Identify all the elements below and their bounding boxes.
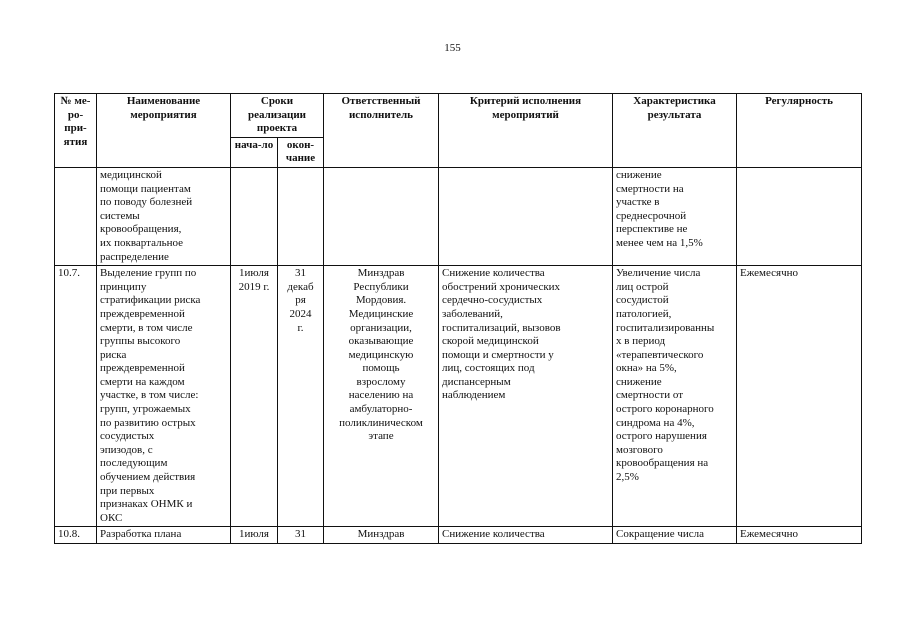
row-result bbox=[613, 266, 737, 527]
cell-line: по поводу болезней bbox=[100, 196, 193, 209]
cell-line: сосудистой bbox=[616, 294, 669, 307]
cell-line: преждевременной bbox=[100, 362, 185, 375]
cell-line: оказывающие bbox=[348, 335, 414, 348]
cell-line: кровообращения, bbox=[100, 223, 182, 236]
cell-line: сердечно-сосудистых bbox=[442, 294, 543, 307]
header-end: окон-чание bbox=[278, 137, 324, 167]
row-name bbox=[97, 527, 231, 544]
row-result bbox=[613, 167, 737, 265]
header-row bbox=[55, 94, 862, 138]
cell-line: группы высокого bbox=[100, 335, 181, 348]
cell-line: смерти на каждом bbox=[100, 375, 185, 388]
row-criterion bbox=[439, 266, 613, 527]
row-result bbox=[613, 527, 737, 544]
cell-line: эпизодов, с bbox=[100, 443, 153, 456]
cell-line: преждевременной bbox=[100, 307, 185, 320]
header-terms: Сроки реализации проекта bbox=[231, 94, 324, 138]
header-start: нача-ло bbox=[231, 137, 278, 167]
cell-line: риска bbox=[100, 348, 127, 361]
row-end bbox=[278, 266, 324, 527]
cell-line: менее чем на 1,5% bbox=[616, 236, 703, 249]
cell-line: поликлиническом bbox=[339, 416, 423, 429]
row-regularity: Ежемесячно bbox=[737, 266, 862, 527]
cell-line: ОКС bbox=[100, 511, 123, 524]
row-number: 10.8. bbox=[55, 527, 97, 544]
header-criterion: Критерий исполнения мероприятий bbox=[439, 94, 613, 168]
cell-line: Мордовия. bbox=[355, 294, 407, 307]
cell-line: взрослому bbox=[356, 375, 406, 388]
cell-line: при первых bbox=[100, 484, 155, 497]
cell-line: смертности от bbox=[616, 389, 684, 402]
header-number: № ме-ро-при-ятия bbox=[55, 94, 97, 168]
cell-line: смертности на bbox=[616, 182, 684, 195]
row-criterion bbox=[439, 167, 613, 265]
row-number: 10.7. bbox=[55, 266, 97, 527]
table-row bbox=[55, 167, 862, 265]
cell-line: патологией, bbox=[616, 307, 672, 320]
cell-line: стратификации риска bbox=[100, 294, 201, 307]
cell-line: сосудистых bbox=[100, 430, 155, 443]
cell-line: 2019 г. bbox=[238, 280, 270, 293]
measures-table bbox=[54, 93, 862, 544]
header-name: Наименование мероприятия bbox=[97, 94, 231, 168]
cell-line: по развитию острых bbox=[100, 416, 196, 429]
cell-line: медицинскую bbox=[348, 348, 414, 361]
row-end bbox=[278, 167, 324, 265]
cell-line: госпитализированны bbox=[616, 321, 715, 334]
cell-line: смерти, в том числе bbox=[100, 321, 193, 334]
cell-line: амбулаторно- bbox=[349, 403, 413, 416]
cell-line: «терапевтического bbox=[616, 348, 704, 361]
row-criterion bbox=[439, 527, 613, 544]
cell-line: Минздрав bbox=[357, 267, 405, 280]
cell-line: населению на bbox=[348, 389, 414, 402]
row-executor bbox=[324, 266, 439, 527]
cell-line: снижение bbox=[616, 375, 662, 388]
cell-line: медицинской bbox=[100, 168, 162, 181]
cell-line: ря bbox=[295, 294, 306, 307]
cell-line: 2,5% bbox=[616, 471, 639, 484]
cell-line: Республики bbox=[353, 280, 409, 293]
cell-line: Снижение количества bbox=[442, 528, 545, 541]
cell-line: окна» на 5%, bbox=[616, 362, 677, 375]
cell-line: г. bbox=[297, 321, 304, 334]
row-start bbox=[231, 266, 278, 527]
cell-line: признаках ОНМК и bbox=[100, 498, 193, 511]
cell-line: распределение bbox=[100, 250, 169, 263]
header-executor: Ответственный исполнитель bbox=[324, 94, 439, 168]
cell-line: 31 bbox=[295, 267, 306, 280]
cell-line: Снижение количества bbox=[442, 267, 545, 280]
row-start bbox=[231, 527, 278, 544]
row-name bbox=[97, 167, 231, 265]
cell-line: госпитализаций, вызовов bbox=[442, 321, 561, 334]
cell-line: 1июля bbox=[239, 528, 269, 541]
cell-line: наблюдением bbox=[442, 389, 506, 402]
cell-line: Выделение групп по bbox=[100, 267, 197, 280]
cell-line: этапе bbox=[368, 430, 394, 443]
cell-line: участке, в том числе: bbox=[100, 389, 199, 402]
table-row bbox=[55, 527, 862, 544]
cell-line: Увеличение числа bbox=[616, 267, 701, 280]
cell-line: принципу bbox=[100, 280, 147, 293]
cell-line: кровообращения на bbox=[616, 457, 709, 470]
row-end bbox=[278, 527, 324, 544]
cell-line: Разработка плана bbox=[100, 528, 182, 541]
row-executor bbox=[324, 527, 439, 544]
cell-line: снижение bbox=[616, 168, 662, 181]
cell-line: перспективе не bbox=[616, 223, 688, 236]
cell-line: помощи пациентам bbox=[100, 182, 191, 195]
header-result: Характеристика результата bbox=[613, 94, 737, 168]
cell-line: участке в bbox=[616, 196, 660, 209]
cell-line: их поквартальное bbox=[100, 236, 183, 249]
page-number: 155 bbox=[444, 42, 461, 54]
cell-line: 2024 bbox=[289, 307, 312, 320]
cell-line: обучением действия bbox=[100, 471, 196, 484]
row-name bbox=[97, 266, 231, 527]
row-number bbox=[55, 167, 97, 265]
cell-line: помощи и смертности у bbox=[442, 348, 554, 361]
cell-line: лиц, состоящих под bbox=[442, 362, 535, 375]
cell-line: синдрома на 4%, bbox=[616, 416, 695, 429]
cell-line: 31 bbox=[295, 528, 306, 541]
cell-line: острого коронарного bbox=[616, 403, 714, 416]
cell-line: 1июля bbox=[239, 267, 269, 280]
cell-line: мозгового bbox=[616, 443, 663, 456]
header-regularity: Регулярность bbox=[737, 94, 862, 168]
row-executor bbox=[324, 167, 439, 265]
cell-line: диспансерным bbox=[442, 375, 511, 388]
cell-line: обострений хронических bbox=[442, 280, 561, 293]
cell-line: лиц острой bbox=[616, 280, 669, 293]
row-start bbox=[231, 167, 278, 265]
cell-line: системы bbox=[100, 209, 140, 222]
cell-line: групп, угрожаемых bbox=[100, 403, 191, 416]
row-regularity: Ежемесячно bbox=[737, 527, 862, 544]
cell-line: среднесрочной bbox=[616, 209, 687, 222]
cell-line: скорой медицинской bbox=[442, 335, 539, 348]
row-regularity bbox=[737, 167, 862, 265]
cell-line: Сокращение числа bbox=[616, 528, 704, 541]
cell-line: помощь bbox=[362, 362, 400, 375]
cell-line: организации, bbox=[350, 321, 412, 334]
cell-line: х в период bbox=[616, 335, 666, 348]
cell-line: Минздрав bbox=[357, 528, 405, 541]
table-row bbox=[55, 266, 862, 527]
cell-line: заболеваний, bbox=[442, 307, 503, 320]
cell-line: острого нарушения bbox=[616, 430, 707, 443]
cell-line: Медицинские bbox=[348, 307, 414, 320]
cell-line: последующим bbox=[100, 457, 168, 470]
cell-line: декаб bbox=[287, 280, 314, 293]
